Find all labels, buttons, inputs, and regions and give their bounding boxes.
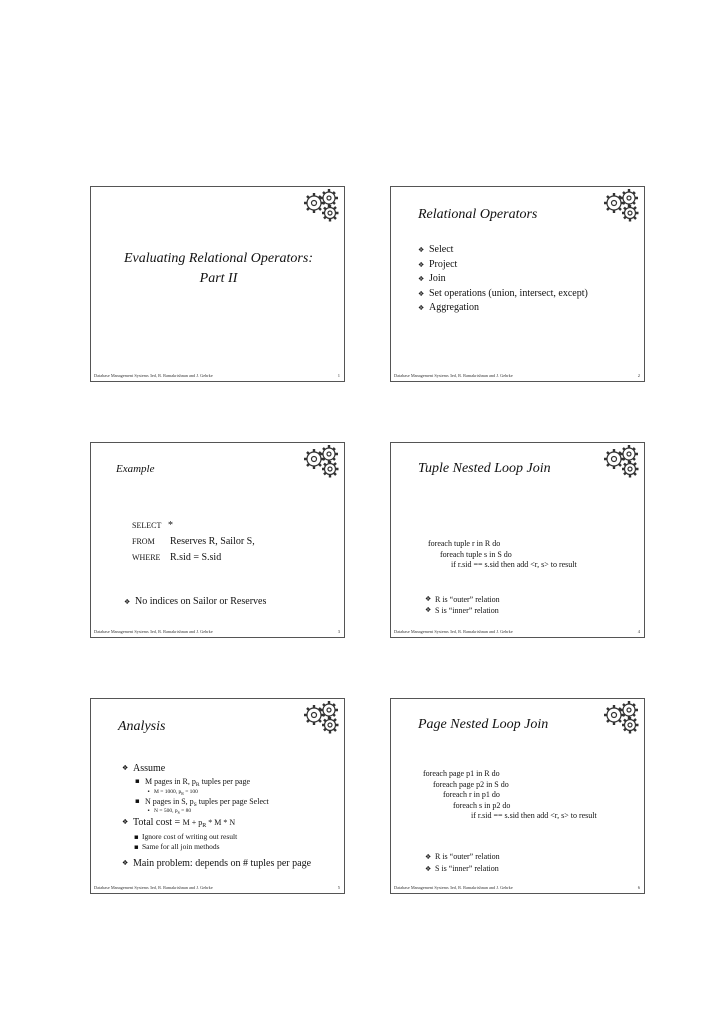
sql-select-keyword: SELECT xyxy=(132,521,162,530)
gears-icon xyxy=(301,188,343,222)
slide-3 xyxy=(90,442,345,638)
gears-icon xyxy=(601,444,643,478)
list-item: ❖ Project xyxy=(418,258,588,273)
bullet-list xyxy=(425,851,500,875)
list-item: ❖ S is “inner” relation xyxy=(425,863,500,875)
slide-2 xyxy=(390,186,645,382)
slide-1 xyxy=(90,186,345,382)
list-item: • M = 1000, $p_R = 100$ xyxy=(122,788,311,796)
page-number: 6 xyxy=(637,885,640,890)
sql-select-value: * xyxy=(168,520,173,531)
list-item: ▪ N pages in S, $p_S$ tuples per page Select xyxy=(122,796,311,808)
list-item: ❖ Total $\cos t = M + p_R * M * N$ xyxy=(122,815,311,830)
slide-title: Tuple Nested Loop Join xyxy=(418,461,551,476)
slide-footer: Database Management Systems 3ed, R. Ramakrishnan and J. Gehrke xyxy=(394,629,513,634)
code-line: foreach page p1 in R do xyxy=(423,769,500,778)
code-line: if r.sid == s.sid then add <r, s> to result xyxy=(471,811,597,820)
list-item: ▪ Same for all join methods xyxy=(122,842,311,852)
list-item: • N = 500, $p_S = 80$ xyxy=(122,807,311,815)
gears-icon xyxy=(301,700,343,734)
slide-footer: Database Management Systems 3ed, R. Ramakrishnan and J. Gehrke xyxy=(394,373,513,378)
slide-footer: Database Management Systems 3ed, R. Ramakrishnan and J. Gehrke xyxy=(94,885,213,890)
code-line: foreach s in p2 do xyxy=(453,800,511,810)
list-item: ❖ S is “inner” relation xyxy=(425,605,500,616)
slide-footer: Database Management Systems 3ed, R. Ramakrishnan and J. Gehrke xyxy=(94,629,213,634)
sql-where-keyword: WHERE xyxy=(132,553,161,562)
slide-title: Example xyxy=(116,463,155,475)
page-number: 4 xyxy=(637,629,640,634)
code-line: foreach tuple s in S do xyxy=(440,549,512,559)
slide-5 xyxy=(90,698,345,894)
slide-4 xyxy=(390,442,645,638)
sql-from-keyword: FROM xyxy=(132,537,155,546)
page-number: 3 xyxy=(337,629,340,634)
slide-title: Page Nested Loop Join xyxy=(418,717,549,732)
bullet-list xyxy=(418,243,588,316)
code-line: foreach r in p1 do xyxy=(443,790,500,799)
slide-footer: Database Management Systems 3ed, R. Ramakrishnan and J. Gehrke xyxy=(394,885,513,890)
gears-icon xyxy=(301,444,343,478)
slide-title: Relational Operators xyxy=(418,207,538,222)
slide-1-title-line2: Part II xyxy=(199,271,238,286)
list-item: ▪ M pages in R, $p_R$ tuples per page xyxy=(122,776,311,788)
analysis-list xyxy=(122,761,311,871)
list-item: ❖ Main problem: depends on # tuples per page xyxy=(122,856,311,871)
page-number: 2 xyxy=(637,373,640,378)
pseudocode xyxy=(428,539,577,571)
page-number: 5 xyxy=(337,885,340,890)
pseudocode xyxy=(423,769,597,822)
gears-icon xyxy=(601,188,643,222)
list-item: ❖ No indices on Sailor or Reserves xyxy=(124,595,266,610)
bullet-list xyxy=(425,594,500,616)
slide-footer: Database Management Systems 3ed, R. Ramakrishnan and J. Gehrke xyxy=(94,373,213,378)
gears-icon xyxy=(601,700,643,734)
bullet-list xyxy=(124,595,266,610)
list-item: ❖ Aggregation xyxy=(418,301,588,316)
sql-where-value: R.sid = S.sid xyxy=(170,552,222,563)
code-line: foreach page p2 in S do xyxy=(433,779,509,789)
sql-query xyxy=(132,518,255,566)
slide-title: Analysis xyxy=(118,719,166,734)
list-item: ❖ Select xyxy=(418,243,588,258)
list-item: ▪ Ignore cost of writing out result xyxy=(122,832,311,842)
list-item: ❖ R is “outer” relation xyxy=(425,594,500,605)
page-number: 1 xyxy=(337,373,340,378)
code-line: foreach tuple r in R do xyxy=(428,539,501,548)
slide-6 xyxy=(390,698,645,894)
list-item: ❖ Join xyxy=(418,272,588,287)
list-item: ❖ Set operations (union, intersect, except) xyxy=(418,287,588,302)
sql-from-value: Reserves R, Sailor S, xyxy=(170,536,255,547)
list-item: ❖ R is “outer” relation xyxy=(425,851,500,863)
list-item: ❖ Assume xyxy=(122,761,311,776)
slide-1-title-line1: Evaluating Relational Operators: xyxy=(124,251,313,266)
code-line: if r.sid == s.sid then add <r, s> to result xyxy=(451,560,577,569)
